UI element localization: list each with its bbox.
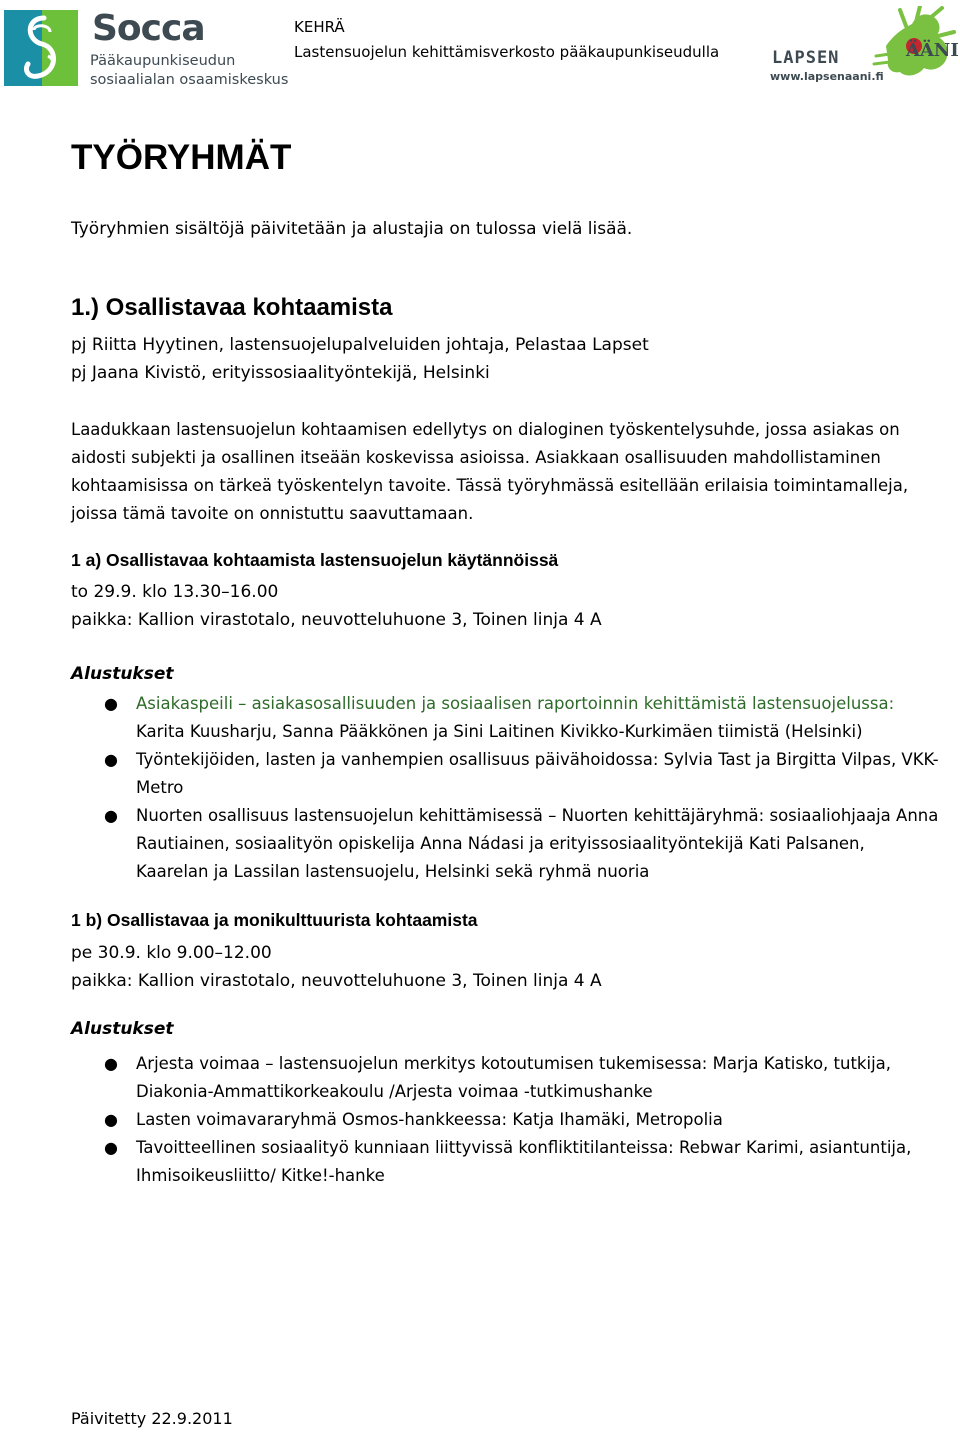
section1-chair-2: pj Jaana Kivistö, erityissosiaalityöntekijä, Helsinki xyxy=(71,363,490,383)
list-item xyxy=(71,1134,941,1190)
bullet-icon: ● xyxy=(104,750,118,769)
page-title: TYÖRYHMÄT xyxy=(71,138,292,177)
list-item xyxy=(71,1106,941,1134)
lapsen-wordmark: LAPSEN xyxy=(772,48,840,68)
talk-title: Työntekijöiden, lasten ja vanhempien osallisuus päivähoidossa: xyxy=(136,750,659,769)
socca-tagline-line1: Pääkaupunkiseudun xyxy=(90,53,236,69)
section1-description: Laadukkaan lastensuojelun kohtaamisen edellytys on dialoginen työskentelysuhde, jossa asiakas on aidosti subjekti ja osallinen itseään koskevissa asioissa. Asiakkaan osallisuuden mahdollistaminen kohtaamisissa on tärkeä työskentelyn tavoite. Tässä työryhmässä esitellään erilaisia toimintamalleja, joissa tämä tavoite on onnistuttu saavuttamaan. xyxy=(71,420,909,523)
header-subtitle: Lastensuojelun kehittämisverkosto pääkaupunkiseudulla xyxy=(294,43,720,61)
header-title: KEHRÄ xyxy=(294,18,345,36)
group-1a-talks-label: Alustukset xyxy=(71,664,174,684)
page-intro: Työryhmien sisältöjä päivitetään ja alustajia on tulossa vielä lisää. xyxy=(71,219,633,239)
socca-tagline-line2: sosiaalialan osaamiskeskus xyxy=(90,72,289,88)
talk-title: Asiakaspeili – asiakasosallisuuden ja sosiaalisen raportoinnin kehittämistä lastensuojelussa: xyxy=(136,694,895,713)
group-1b-place: paikka: Kallion virastotalo, neuvotteluhuone 3, Toinen linja 4 A xyxy=(71,971,602,991)
group-1b-talk-list xyxy=(71,1050,941,1190)
talk-speakers: Karita Kuusharju, Sanna Pääkkönen ja Sini Laitinen Kivikko-Kurkimäen tiimistä (Helsinki) xyxy=(136,722,863,741)
bullet-icon: ● xyxy=(104,1054,118,1073)
talk-speakers: Rebwar Karimi, asiantuntija, Ihmisoikeusliitto/ Kitke!-hanke xyxy=(136,1138,912,1185)
talk-speakers: sosiaaliohjaaja Anna Rautiainen, sosiaalityön opiskelija Anna Nádasi ja erityissosiaalityöntekijä Kati Palsanen, Kaarelan ja Lassilan lastensuojelu, Helsinki sekä ryhmä nuoria xyxy=(136,806,939,881)
talk-title: Arjesta voimaa – lastensuojelun merkitys kotoutumisen tukemisessa: xyxy=(136,1054,708,1073)
group-1a-heading: 1 a) Osallistavaa kohtaamista lastensuojelun käytännöissä xyxy=(71,550,559,570)
bullet-icon: ● xyxy=(104,1138,118,1157)
list-item xyxy=(71,802,941,886)
page-header xyxy=(0,0,960,95)
section1-heading: 1.) Osallistavaa kohtaamista xyxy=(71,294,393,321)
talk-speakers: Marja Katisko, tutkija, Diakonia-Ammattikorkeakoulu /Arjesta voimaa -tutkimushanke xyxy=(136,1054,892,1101)
group-1b-heading: 1 b) Osallistavaa ja monikulttuurista kohtaamista xyxy=(71,910,478,930)
list-item xyxy=(71,690,941,746)
group-1b-talks-label: Alustukset xyxy=(71,1019,174,1039)
talk-speakers: Sylvia Tast ja Birgitta Vilpas, VKK-Metro xyxy=(136,750,939,797)
footer-updated: Päivitetty 22.9.2011 xyxy=(71,1409,233,1428)
bullet-icon: ● xyxy=(104,806,118,825)
talk-title: Nuorten osallisuus lastensuojelun kehittämisessä – Nuorten kehittäjäryhmä: xyxy=(136,806,765,825)
aani-wordmark: ÄÄNI xyxy=(906,40,959,61)
list-item xyxy=(71,1050,941,1106)
lapsen-aani-url: www.lapsenaani.fi xyxy=(770,70,884,83)
group-1a-talk-list xyxy=(71,690,941,886)
group-1b-time: pe 30.9. klo 9.00–12.00 xyxy=(71,943,272,963)
lapsen-aani-logo xyxy=(766,6,959,88)
socca-wordmark: Socca xyxy=(92,8,205,49)
bullet-icon: ● xyxy=(104,1110,118,1129)
bullet-icon: ● xyxy=(104,694,118,713)
section1-chair-1: pj Riitta Hyytinen, lastensuojelupalveluiden johtaja, Pelastaa Lapset xyxy=(71,335,649,355)
socca-logo-mark xyxy=(4,10,78,86)
talk-title: Tavoitteellinen sosiaalityö kunniaan liittyvissä konfliktitilanteissa: xyxy=(136,1138,674,1157)
group-1a-time: to 29.9. klo 13.30–16.00 xyxy=(71,582,279,602)
talk-speakers: Katja Ihamäki, Metropolia xyxy=(507,1110,723,1129)
talk-title: Lasten voimavararyhmä Osmos-hankkeessa: xyxy=(136,1110,508,1129)
group-1a-place: paikka: Kallion virastotalo, neuvotteluhuone 3, Toinen linja 4 A xyxy=(71,610,602,630)
socca-logo xyxy=(4,6,289,88)
list-item xyxy=(71,746,941,802)
